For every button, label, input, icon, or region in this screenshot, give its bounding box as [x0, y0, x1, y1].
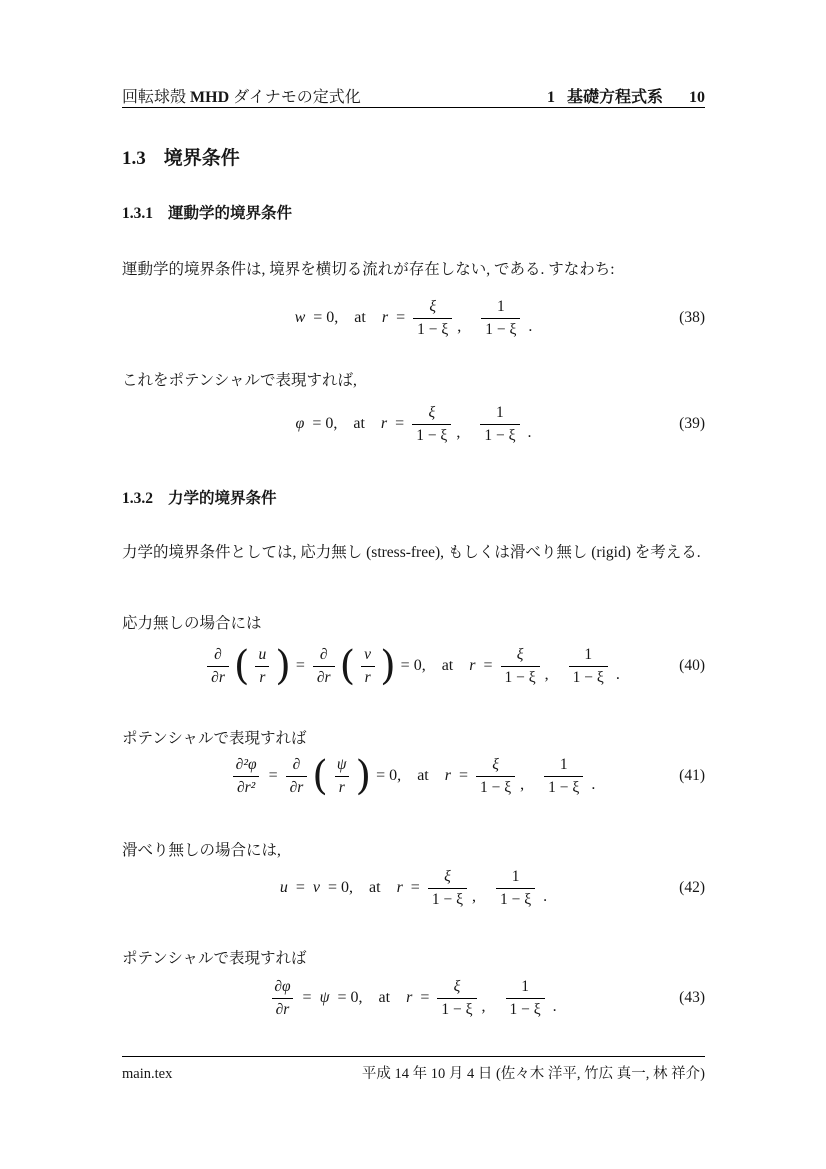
fraction-1-over-1-minus-xi: [544, 757, 583, 795]
fraction-numerator: ξ: [492, 756, 499, 773]
math-comma: ,: [520, 776, 525, 793]
math-equals: =: [483, 657, 493, 674]
fraction-denominator: r: [335, 776, 349, 796]
fraction-denominator: ∂r²: [233, 776, 259, 796]
subsection-number: 1.3.1: [122, 205, 153, 222]
header-section-title: 基礎方程式系: [566, 89, 663, 106]
fraction-numerator: ξ: [429, 298, 436, 315]
section-number: 1.3: [122, 148, 146, 169]
left-paren: (: [233, 643, 250, 689]
equation-40: [122, 636, 705, 696]
fraction-partial-partial-r: [313, 647, 335, 685]
header-title: [122, 84, 361, 107]
fraction-numerator: 1: [496, 404, 504, 421]
fraction-xi-over-1-minus-xi: [428, 869, 467, 907]
fraction-numerator: ∂φ: [274, 978, 291, 995]
equation-38: [122, 288, 705, 348]
fraction-numerator: ξ: [428, 404, 436, 421]
equation-42: [122, 858, 705, 918]
header-title-bold: MHD: [190, 89, 230, 106]
math-period: .: [591, 776, 596, 793]
fraction-d2phi-dr2: [232, 757, 261, 795]
math-equals: =: [396, 309, 406, 326]
footer-rule: [122, 1056, 705, 1057]
math-var-psi: ψ: [319, 989, 330, 1006]
fraction-denominator: 1 − ξ: [428, 888, 467, 908]
fraction-numerator: ξ: [453, 978, 461, 995]
left-paren: (: [339, 643, 356, 689]
fraction-dphi-dr: [270, 979, 294, 1017]
fraction-denominator: 1 − ξ: [501, 666, 540, 686]
paragraph-stress-free-case: 応力無しの場合には: [122, 615, 262, 632]
right-paren: ): [275, 643, 291, 689]
fraction-denominator: 1 − ξ: [413, 318, 452, 338]
fraction-partial-partial-r: [286, 757, 308, 795]
fraction-numerator: 1: [511, 868, 520, 885]
fraction-xi-over-1-minus-xi: [501, 647, 540, 685]
fraction-numerator: 1: [496, 298, 505, 315]
math-var-r: r: [469, 657, 476, 674]
fraction-denominator: 1 − ξ: [544, 776, 583, 796]
header-section-number: 1: [546, 89, 555, 106]
math-period: .: [615, 666, 620, 683]
header-title-pre: 回転球殻: [122, 89, 191, 106]
math-comma: ,: [457, 318, 462, 335]
fraction-numerator: u: [258, 646, 267, 663]
equation-number: (38): [679, 309, 705, 326]
math-rel: = 0,: [337, 989, 363, 1006]
paragraph-rigid-case: 滑べり無しの場合には,: [122, 842, 281, 859]
fraction-psi-over-r: [333, 757, 351, 795]
fraction-denominator: r: [255, 666, 269, 686]
header-rule: [122, 107, 705, 108]
equation-number: (41): [679, 767, 705, 784]
page-footer: [122, 1062, 705, 1083]
footer-date-authors: 平成 14 年 10 月 4 日 (佐々木 洋平, 竹広 真一, 林 祥介): [361, 1066, 705, 1082]
math-at: at: [369, 879, 381, 896]
math-at: at: [354, 309, 366, 326]
header-section-info: [547, 84, 705, 107]
paragraph-kinematic-bc: 運動学的境界条件は, 境界を横切る流れが存在しない, である. すなわち:: [122, 261, 615, 278]
math-rel: = 0,: [400, 657, 426, 674]
equation-41: [122, 746, 705, 806]
fraction-partial-partial-r: [207, 647, 229, 685]
math-comma: ,: [456, 424, 461, 441]
paragraph-potential-express-1: ポテンシャルで表現すれば: [122, 730, 307, 747]
equation-number: (39): [679, 415, 705, 432]
fraction-numerator: ∂: [319, 646, 328, 663]
math-var-u: u: [279, 879, 288, 896]
math-equals: =: [295, 657, 305, 674]
math-at: at: [353, 415, 365, 432]
fraction-numerator: ∂²φ: [235, 756, 257, 773]
fraction-denominator: ∂r: [313, 666, 335, 686]
math-rel: = 0,: [313, 309, 339, 326]
equation-39: [122, 394, 705, 454]
math-period: .: [527, 424, 532, 441]
fraction-denominator: 1 − ξ: [476, 776, 515, 796]
right-paren: ): [380, 643, 396, 689]
math-var-w: w: [294, 309, 306, 326]
fraction-numerator: ∂: [292, 756, 301, 773]
fraction-denominator: ∂r: [272, 998, 294, 1018]
fraction-denominator: r: [361, 666, 375, 686]
fraction-1-over-1-minus-xi: [496, 869, 535, 907]
math-equals: =: [295, 879, 305, 896]
fraction-numerator: ξ: [516, 646, 524, 663]
subsection-heading-1-3-2: [122, 486, 705, 508]
math-var-r: r: [444, 767, 451, 784]
math-var-phi: φ: [295, 415, 305, 432]
math-at: at: [417, 767, 429, 784]
fraction-xi-over-1-minus-xi: [412, 405, 451, 443]
math-equals: =: [395, 415, 405, 432]
fraction-denominator: 1 − ξ: [412, 424, 451, 444]
math-var-r: r: [381, 309, 389, 326]
math-equals: =: [458, 767, 468, 784]
fraction-numerator: ∂: [214, 646, 222, 663]
math-rel: = 0,: [376, 767, 402, 784]
fraction-xi-over-1-minus-xi: [413, 299, 452, 337]
fraction-denominator: 1 − ξ: [496, 888, 535, 908]
math-equals: =: [420, 989, 430, 1006]
equation-number: (43): [679, 989, 705, 1006]
paragraph-dynamic-bc: 力学的境界条件としては, 応力無し (stress-free), もしくは滑べり無し (rigid) を考える.: [122, 544, 701, 561]
math-at: at: [378, 989, 391, 1006]
section-heading-1-3: [122, 143, 705, 170]
fraction-1-over-1-minus-xi: [481, 299, 520, 337]
fraction-numerator: 1: [521, 978, 529, 995]
fraction-numerator: ψ: [336, 756, 347, 773]
math-period: .: [528, 318, 533, 335]
math-rel: = 0,: [327, 879, 354, 896]
right-paren: ): [355, 753, 372, 799]
fraction-xi-over-1-minus-xi: [476, 757, 515, 795]
left-paren: (: [312, 753, 328, 799]
fraction-denominator: 1 − ξ: [437, 998, 476, 1018]
math-period: .: [552, 998, 557, 1015]
fraction-numerator: v: [364, 646, 372, 663]
fraction-1-over-1-minus-xi: [569, 647, 608, 685]
math-comma: ,: [544, 666, 549, 683]
fraction-numerator: 1: [584, 646, 593, 663]
math-at: at: [441, 657, 454, 674]
subsection-title: 運動学的境界条件: [168, 205, 293, 222]
math-equals: =: [268, 767, 278, 784]
section-title: 境界条件: [163, 148, 240, 169]
equation-number: (42): [679, 879, 705, 896]
fraction-1-over-1-minus-xi: [506, 979, 545, 1017]
fraction-denominator: 1 − ξ: [569, 666, 608, 686]
math-comma: ,: [481, 998, 486, 1015]
math-var-r: r: [406, 989, 413, 1006]
fraction-u-over-r: [254, 647, 270, 685]
fraction-denominator: ∂r: [286, 776, 308, 796]
math-comma: ,: [471, 888, 476, 905]
fraction-denominator: 1 − ξ: [506, 998, 545, 1018]
math-var-r: r: [396, 879, 403, 896]
math-var-r: r: [380, 415, 388, 432]
fraction-numerator: ξ: [444, 868, 451, 885]
fraction-1-over-1-minus-xi: [480, 405, 519, 443]
fraction-denominator: 1 − ξ: [481, 318, 520, 338]
math-equals: =: [410, 879, 420, 896]
equation-number: (40): [679, 657, 705, 674]
paragraph-potential-express-2: ポテンシャルで表現すれば: [122, 950, 307, 967]
subsection-heading-1-3-1: [122, 201, 705, 223]
footer-filename: main.tex: [122, 1066, 173, 1082]
fraction-xi-over-1-minus-xi: [437, 979, 476, 1017]
fraction-numerator: 1: [559, 756, 568, 773]
math-rel: = 0,: [312, 415, 338, 432]
subsection-title: 力学的境界条件: [168, 490, 277, 507]
math-equals: =: [302, 989, 312, 1006]
header-title-post: ダイナモの定式化: [229, 89, 361, 106]
math-var-v: v: [312, 879, 320, 896]
fraction-denominator: ∂r: [207, 666, 229, 686]
page-number: 10: [689, 89, 705, 106]
page-header: [122, 84, 705, 107]
fraction-denominator: 1 − ξ: [480, 424, 519, 444]
subsection-number: 1.3.2: [122, 490, 153, 507]
fraction-v-over-r: [360, 647, 375, 685]
math-period: .: [543, 888, 548, 905]
equation-43: [122, 968, 705, 1028]
paragraph-potential-intro: これをポテンシャルで表現すれば,: [122, 372, 357, 389]
